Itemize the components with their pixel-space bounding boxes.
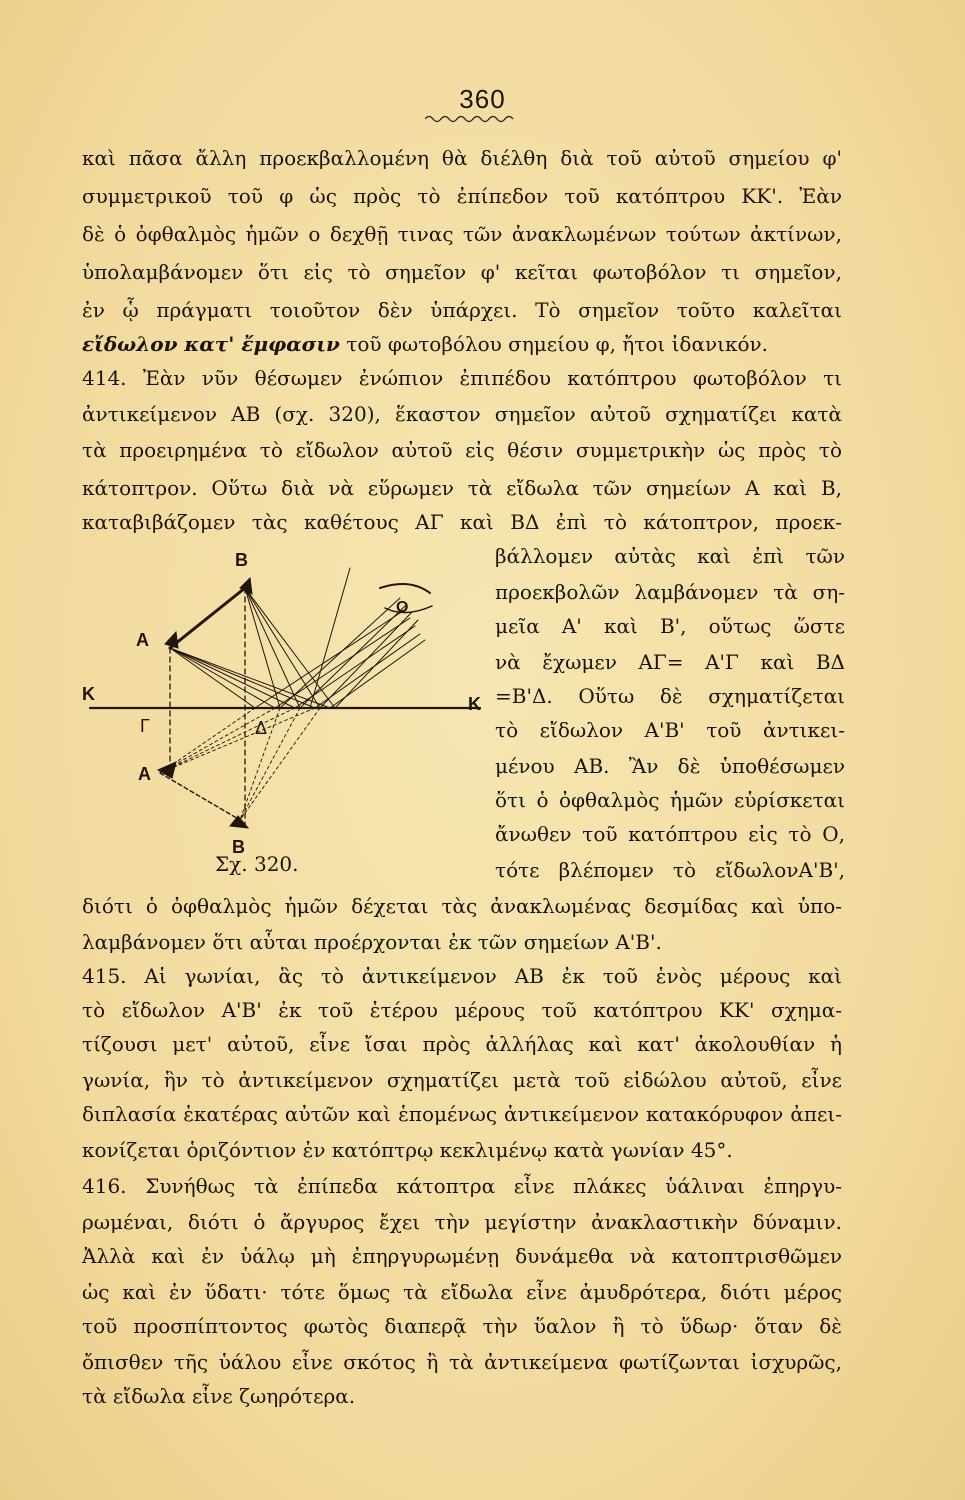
text-line: ἀντικείμενον ΑΒ (σχ. 320), ἕκαστον σημεῖον αὐτοῦ σχηματίζει κατὰ [82, 402, 842, 426]
figure-caption: Σχ. 320. [215, 852, 299, 876]
label-B-top: B [235, 550, 248, 570]
label-K-right: K [468, 694, 481, 714]
text-line: βάλλομεν αὐτὰς καὶ ἐπὶ τῶν [495, 544, 845, 568]
text-line: τοῦ προσπίπτοντος φωτὸς διαπερᾷ τὴν ὕαλον ἢ τὸ ὕδωρ· ὅταν δὲ [82, 1314, 842, 1338]
text-line: Ἀλλὰ καὶ ἐν ὑάλῳ μὴ ἐπηργυρωμένῃ δυνάμεθα νὰ κατοπτρισθῶμεν [82, 1244, 842, 1268]
label-B-image: B [232, 837, 245, 857]
text-line [82, 330, 842, 358]
text-line: ὄπισθεν τῆς ὑάλου εἶνε σκότος ἢ τὰ ἀντικείμενα φωτίζωνται ἰσχυρῶς, [82, 1350, 842, 1374]
text-line: 416. Συνήθως τὰ ἐπίπεδα κάτοπτρα εἶνε πλάκες ὑάλιναι ἐπηργυ- [82, 1174, 842, 1198]
text-line: 414. Ἐὰν νῦν θέσωμεν ἐνώπιον ἐπιπέδου κατόπτρου φωτοβόλον τι [82, 366, 842, 390]
page-number: 360 [459, 84, 506, 114]
text-line: κάτοπτρον. Οὕτω διὰ νὰ εὕρωμεν τὰ εἴδωλα τῶν σημείων Α καὶ Β, [82, 476, 842, 500]
label-O: O [396, 599, 409, 616]
label-K-left: K [82, 684, 95, 704]
text-line: ἐν ᾧ πράγματι τοιοῦτον δὲν ὑπάρχει. Τὸ σημεῖον τοῦτο καλεῖται [82, 298, 842, 322]
text-line: τίζουσι μετ' αὐτοῦ, εἶνε ἴσαι πρὸς ἀλλήλας καὶ κατ' ἀκολουθίαν ἡ [82, 1032, 842, 1056]
text-line: συμμετρικοῦ τοῦ φ ὡς πρὸς τὸ ἐπίπεδον τοῦ κατόπτρου ΚΚ'. Ἐὰν [82, 184, 842, 208]
text-line: νὰ ἔχωμεν ΑΓ= Α'Γ καὶ ΒΔ [495, 650, 845, 674]
text-line: τὰ προειρημένα τὸ εἴδωλον αὐτοῦ εἰς θέσιν συμμετρικὴν ὡς πρὸς τὸ [82, 438, 842, 462]
text-line: τὸ εἴδωλον Α'Β' ἐκ τοῦ ἑτέρου μέρους τοῦ κατόπτρου ΚΚ' σχημα- [82, 998, 842, 1022]
label-A-image: A [138, 764, 151, 784]
text-line: ἄνωθεν τοῦ κατόπτρου εἰς τὸ Ο, [495, 822, 845, 846]
text-line: =Β'Δ. Οὕτω δὲ σχηματίζεται [495, 684, 845, 708]
label-A-top: A [136, 630, 149, 650]
text-line: διότι ὁ ὀφθαλμὸς ἡμῶν δέχεται τὰς ἀνακλωμένας δεσμίδας καὶ ὑπο- [82, 894, 842, 918]
text-line: τότε βλέπομεν τὸ εἴδωλονΑ'Β', [495, 858, 845, 882]
page-number-ornament [425, 114, 515, 124]
text-line: κονίζεται ὁριζόντιον ἐν κατόπτρῳ κεκλιμένῳ κατὰ γωνίαν 45°. [82, 1138, 733, 1162]
text-line: προεκβολῶν λαμβάνομεν τὰ ση- [495, 580, 845, 604]
eidolon-term: εἴδωλον κατ' ἔμφασιν [82, 332, 340, 356]
figure-320-mirror-diagram [80, 548, 490, 878]
text-line: ὑπολαμβάνομεν ὅτι εἰς τὸ σημεῖον φ' κεῖται φωτοβόλον τι σημεῖον, [82, 260, 842, 284]
text-line: καὶ πᾶσα ἄλλη προεκβαλλομένη θὰ διέλθη διὰ τοῦ αὐτοῦ σημείου φ' [82, 146, 842, 170]
text-line: καταβιβάζομεν τὰς καθέτους ΑΓ καὶ ΒΔ ἐπὶ τὸ κάτοπτρον, προεκ- [82, 510, 842, 534]
text-line: διπλασία ἑκατέρας αὐτῶν καὶ ἑπομένως ἀντικείμενον κατακόρυφον ἀπει- [82, 1102, 842, 1126]
text-line: τὰ εἴδωλα εἶνε ζωηρότερα. [82, 1384, 356, 1408]
eidolon-rest: τοῦ φωτοβόλου σημείου φ, ἤτοι ἰδανικόν. [339, 332, 769, 356]
label-Gamma: Γ [140, 716, 150, 736]
text-line: τὸ εἴδωλον Α'Β' τοῦ ἀντικει- [495, 718, 845, 742]
text-line: μεῖα Α' καὶ Β', οὕτως ὥστε [495, 614, 845, 638]
text-line: ὡς καὶ ἐν ὕδατι· τότε ὅμως τὰ εἴδωλα εἶνε ἀμυδρότερα, διότι μέρος [82, 1280, 842, 1304]
text-line: 415. Αἱ γωνίαι, ἃς τὸ ἀντικείμενον ΑΒ ἐκ τοῦ ἑνὸς μέρους καὶ [82, 964, 842, 988]
label-Delta: Δ [255, 718, 268, 738]
text-line: ρωμέναι, διότι ὁ ἄργυρος ἔχει τὴν μεγίστην ἀνακλαστικὴν δύναμιν. [82, 1210, 842, 1234]
text-line: γωνία, ἣν τὸ ἀντικείμενον σχηματίζει μετὰ τοῦ εἰδώλου αὐτοῦ, εἶνε [82, 1068, 842, 1092]
text-line: δὲ ὁ ὀφθαλμὸς ἡμῶν ο δεχθῇ τινας τῶν ἀνακλωμένων τούτων ἀκτίνων, [82, 222, 842, 246]
text-line: λαμβάνομεν ὅτι αὗται προέρχονται ἐκ τῶν σημείων Α'Β'. [82, 930, 662, 954]
text-line: ὅτι ὁ ὀφθαλμὸς ἡμῶν εὑρίσκεται [495, 788, 845, 812]
text-line: μένου ΑΒ. Ἂν δὲ ὑποθέσωμεν [495, 754, 845, 778]
